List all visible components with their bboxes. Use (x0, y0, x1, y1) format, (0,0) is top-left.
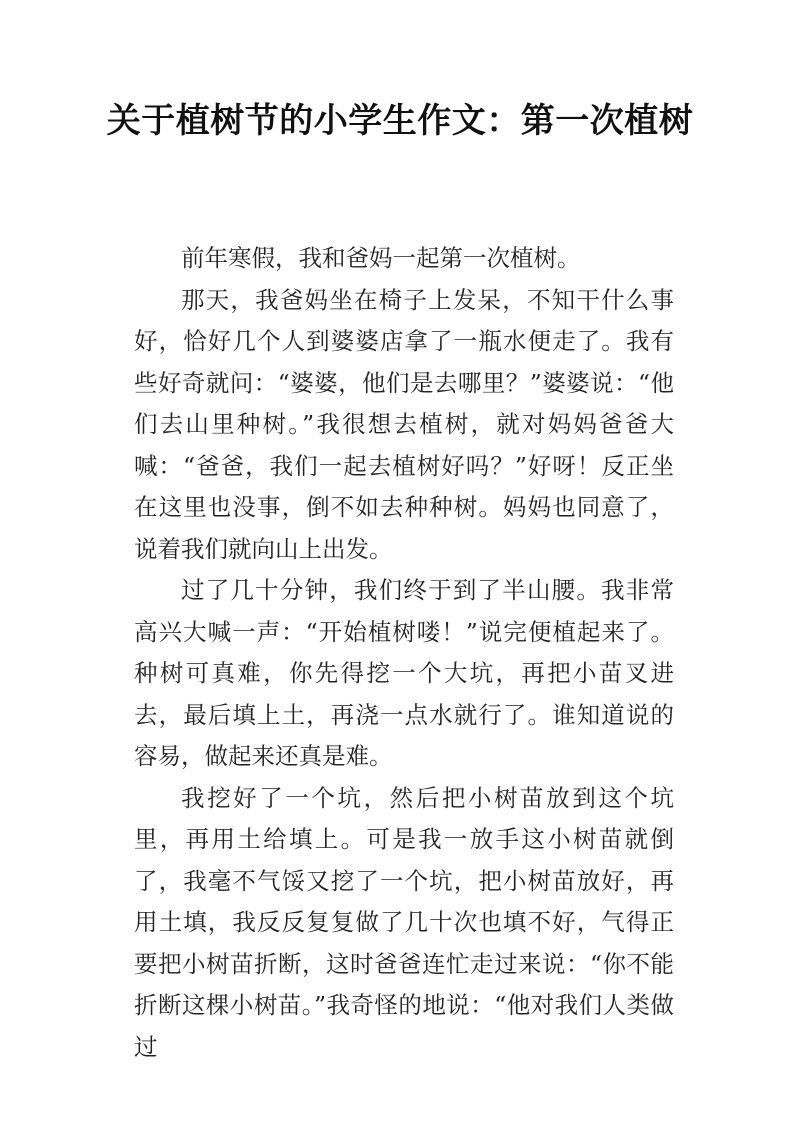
document-body (134, 238, 674, 1068)
paragraph: 过了几十分钟，我们终于到了半山腰。我非常高兴大喊一声：“开始植树喽！”说完便植起来了。种树可真难，你先得挖一个大坑，再把小苗叉进去，最后填上土，再浇一点水就行了。谁知道说的容易，做起来还真是难。 (134, 576, 674, 770)
paragraph: 那天，我爸妈坐在椅子上发呆，不知干什么事好，恰好几个人到婆婆店拿了一瓶水便走了。我有些好奇就问：“婆婆，他们是去哪里？”婆婆说：“他们去山里种树。”我很想去植树，就对妈妈爸爸大喊：“爸爸，我们一起去植树好吗？”好呀！反正坐在这里也没事，倒不如去种种树。妈妈也同意了，说着我们就向山上出发。 (134, 285, 674, 563)
document-title: 关于植树节的小学生作文：第一次植树 (106, 101, 694, 141)
paragraph: 前年寒假，我和爸妈一起第一次植树。 (181, 244, 581, 272)
paragraph: 我挖好了一个坑，然后把小树苗放到这个坑里，再用土给填上。可是我一放手这小树苗就倒了，我毫不气馁又挖了一个坑，把小树苗放好，再用土填，我反反复复做了几十次也填不好，气得正要把小树苗折断，这时爸爸连忙走过来说：“你不能折断这棵小树苗。”我奇怪的地说：“他对我们人类做过 (134, 783, 674, 1061)
